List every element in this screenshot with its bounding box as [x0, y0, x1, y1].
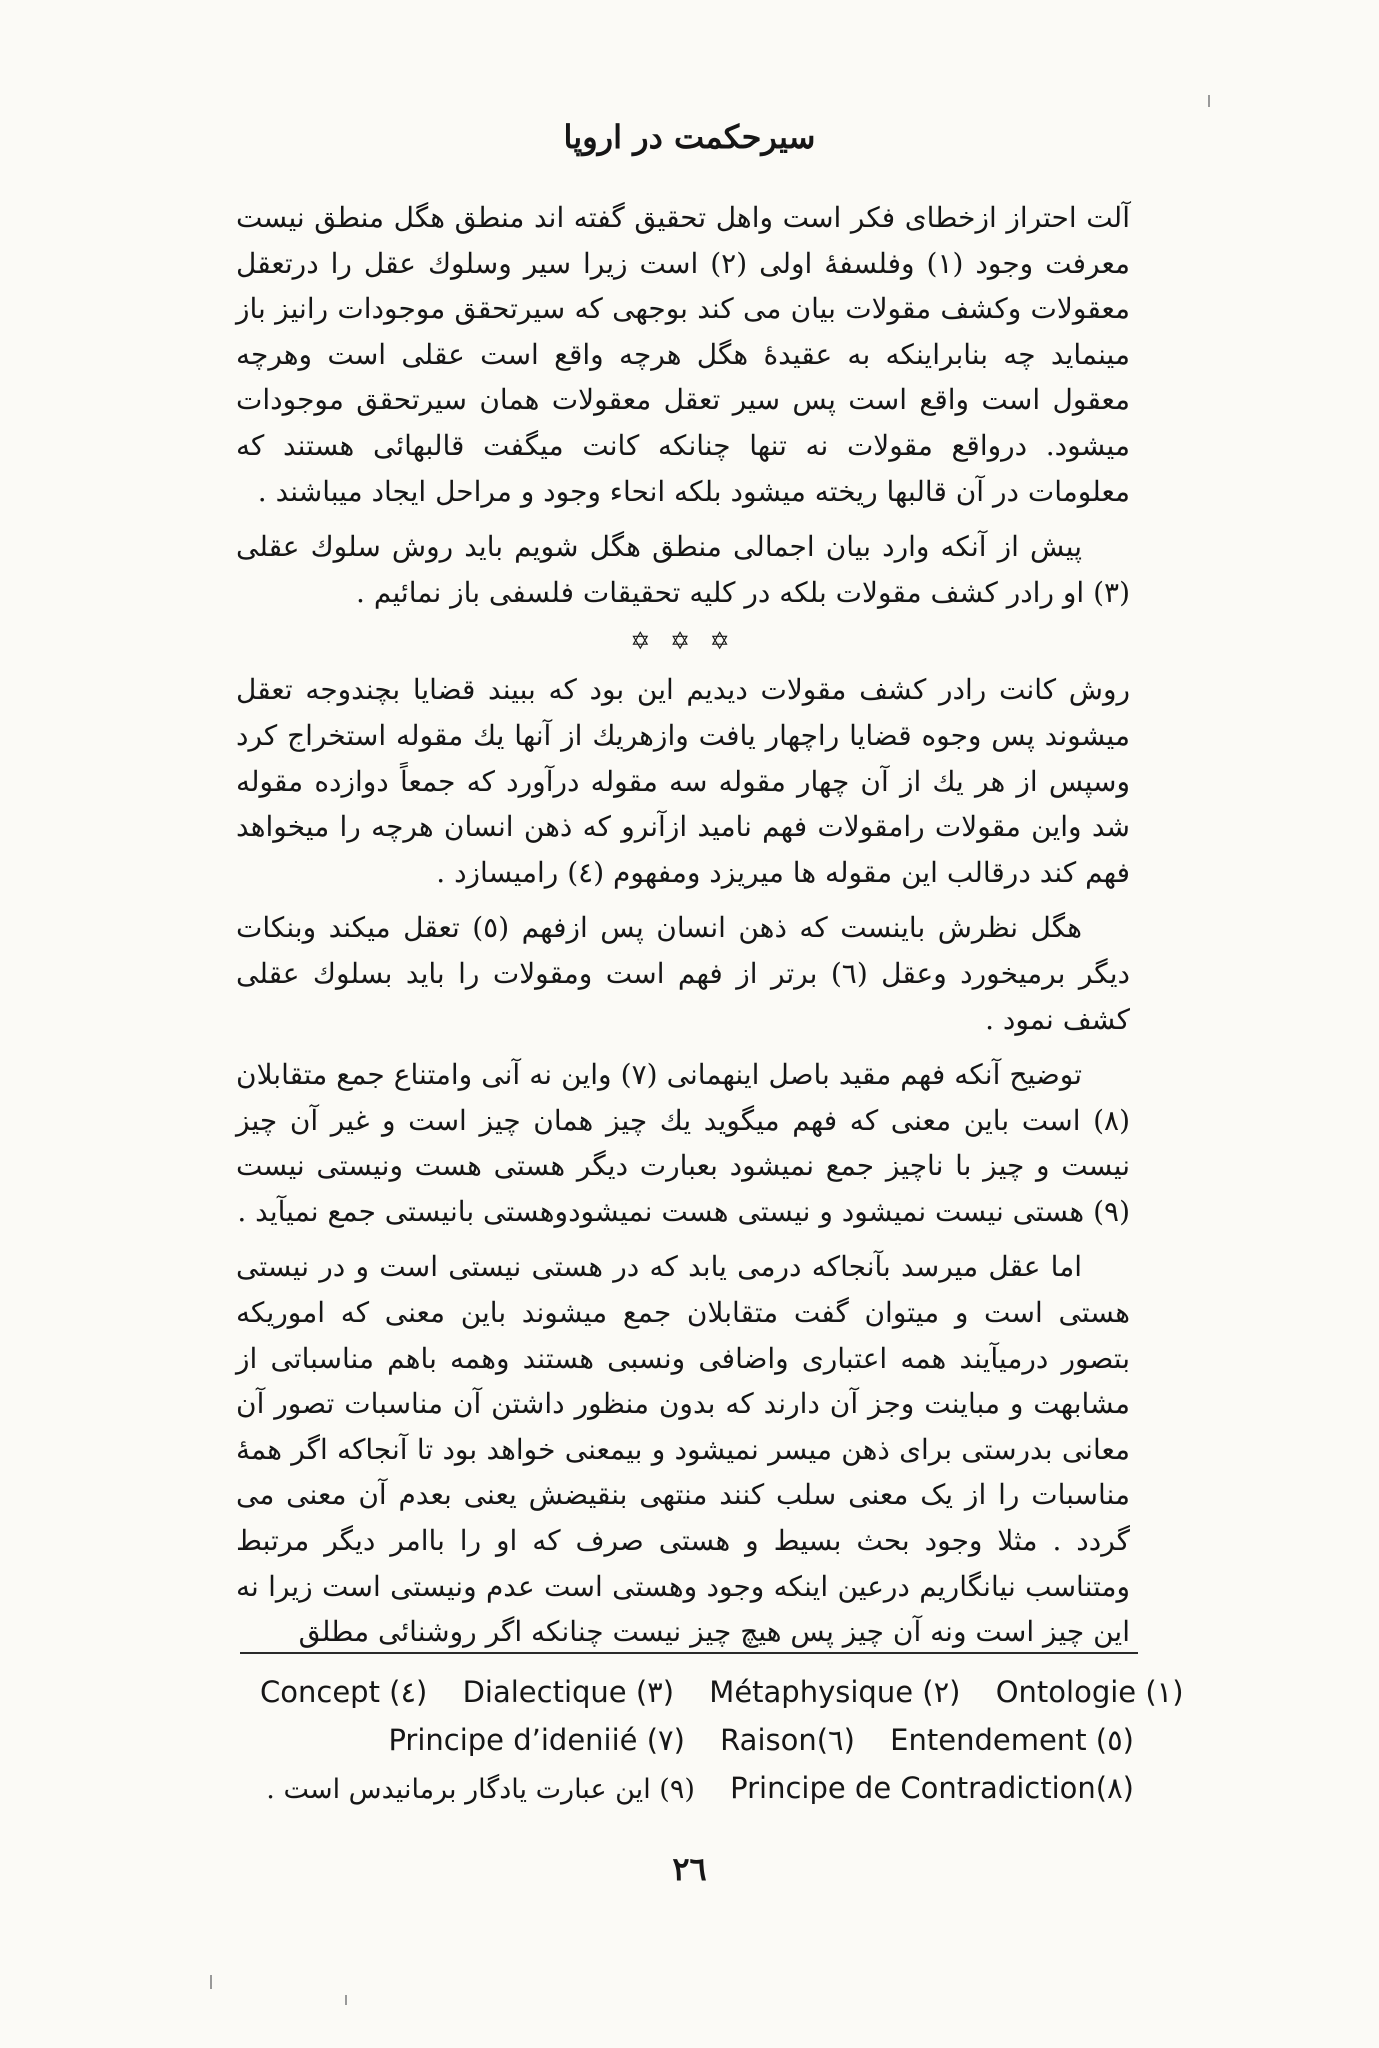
footnote-line-3 — [234, 1764, 1134, 1814]
paragraph-1: آلت احتراز ازخطای فکر است واهل تحقیق گفته اند منطق هگل منطق نیست معرفت وجود (۱) وفلسفهٔ اولی (۲) است زیرا سیر وسلوك عقل را درتعقل معقولات وکشف مقولات بیان می کند بوجهی که سیرتحقق موجودات رانیز باز مینماید چه بنابراینکه به عقیدهٔ هگل هرچه واقع است عقلی است وهرچه معقول است واقع است پس سیر تعقل معقولات همان سیرتحقق موجودات میشود. درواقع مقولات نه تنها چنانکه کانت میگفت قالبهائی هستند که معلومات در آن قالبها ریخته میشود بلکه انحاء وجود و مراحل ایجاد میباشند . — [236, 201, 1130, 508]
page-number: ۲٦ — [672, 1850, 707, 1888]
footnote-dialectique: Dialectique (۳) — [462, 1675, 675, 1709]
paragraph-2: پیش از آنکه وارد بیان اجمالی منطق هگل شویم باید روش سلوك عقلی (۳) او رادر کشف مقولات بلکه در کلیه تحقیقات فلسفی باز نمائیم . — [236, 530, 1130, 609]
footnote-line-1 — [234, 1668, 1184, 1716]
paragraph-4: هگل نظرش باینست که ذهن انسان پس ازفهم (٥) تعقل میکند وبنکات دیگر برمیخورد وعقل (٦) برتر از فهم است ومقولات را باید بسلوك عقلی کشف نمود . — [236, 911, 1130, 1036]
footnote-contradiction: Principe de Contradiction(۸) — [730, 1771, 1134, 1805]
footnote-entendement: Entendement (٥) — [890, 1723, 1134, 1757]
footnote-concept: Concept (٤) — [260, 1675, 428, 1709]
footnote-principe-identite: Principe d’ideniié (۷) — [388, 1723, 685, 1757]
footnotes — [234, 1668, 1184, 1814]
scan-speck — [345, 1995, 347, 2005]
section-separator: ✡ ✡ ✡ — [630, 627, 736, 656]
running-header: سیرحکمت در اروپا — [563, 118, 816, 156]
paragraph-6: اما عقل میرسد بآنجاکه درمی یابد که در هستی نیستی است و در نیستی هستی است و میتوان گفت متقابلان جمع میشوند باین معنی که اموریکه بتصور درمیآیند همه اعتباری واضافی ونسبی هستند وهمه باهم مناسباتی از مشابهت و مباینت وجز آن دارند که بدون منظور داشتن آن مناسبات تصور آن معانی بدرستی برای ذهن میسر نمیشود و بیمعنی خواهد بود تا آنجاکه اگر همهٔ مناسبات را از یک معنی سلب کنند منتهی بنقیضش یعنی بعدم آن معنی می گردد . مثلا وجود بحث بسیط و هستی صرف که او را باامر دیگر مرتبط ومتناسب نیانگاریم درعین اینکه وجود وهستی است عدم ونیستی است زیرا نه این چیز است ونه آن چیز پس هیچ چیز نیست چنانکه اگر روشنائی مطلق — [236, 1250, 1131, 1649]
body-text — [236, 195, 1130, 1655]
footnote-metaphysique: Métaphysique (۲) — [709, 1675, 961, 1709]
footnote-ontologie: Ontologie (۱) — [995, 1675, 1184, 1709]
scan-speck — [210, 1975, 212, 1989]
paragraph-3: روش کانت رادر کشف مقولات دیدیم این بود که ببیند قضایا بچندوجه تعقل میشوند پس وجوه قضایا راچهار یافت وازهریك از آنها یك مقوله استخراج کرد وسپس از هر یك از آن چهار مقوله سه مقوله درآورد که جمعاً دوازده مقوله شد واین مقولات رامقولات فهم نامید ازآنرو که ذهن انسان هرچه را میخواهد فهم کند درقالب این مقوله ها میریزد ومفهوم (٤) رامیسازد . — [236, 673, 1130, 889]
footnote-line-2 — [234, 1716, 1134, 1764]
footnote-rule — [240, 1652, 1138, 1654]
paragraph-5: توضیح آنکه فهم مقید باصل اینهمانی (۷) واین نه آنی وامتناع جمع متقابلان (۸) است باین معنی که فهم میگوید یك چیز همان چیز است و غیر آن چیز نیست و چیز با ناچیز جمع نمیشود بعبارت دیگر هستی هست ونیستی نیست (۹) هستی نیست نمیشود و نیستی هست نمیشودوهستی بانیستی جمع نمیآید . — [236, 1058, 1130, 1228]
footnote-parmenides-note: (۹) این عبارت یادگار برمانیدس است . — [266, 1774, 695, 1805]
scan-speck — [1208, 95, 1210, 107]
footnote-raison: Raison(٦) — [720, 1723, 855, 1757]
